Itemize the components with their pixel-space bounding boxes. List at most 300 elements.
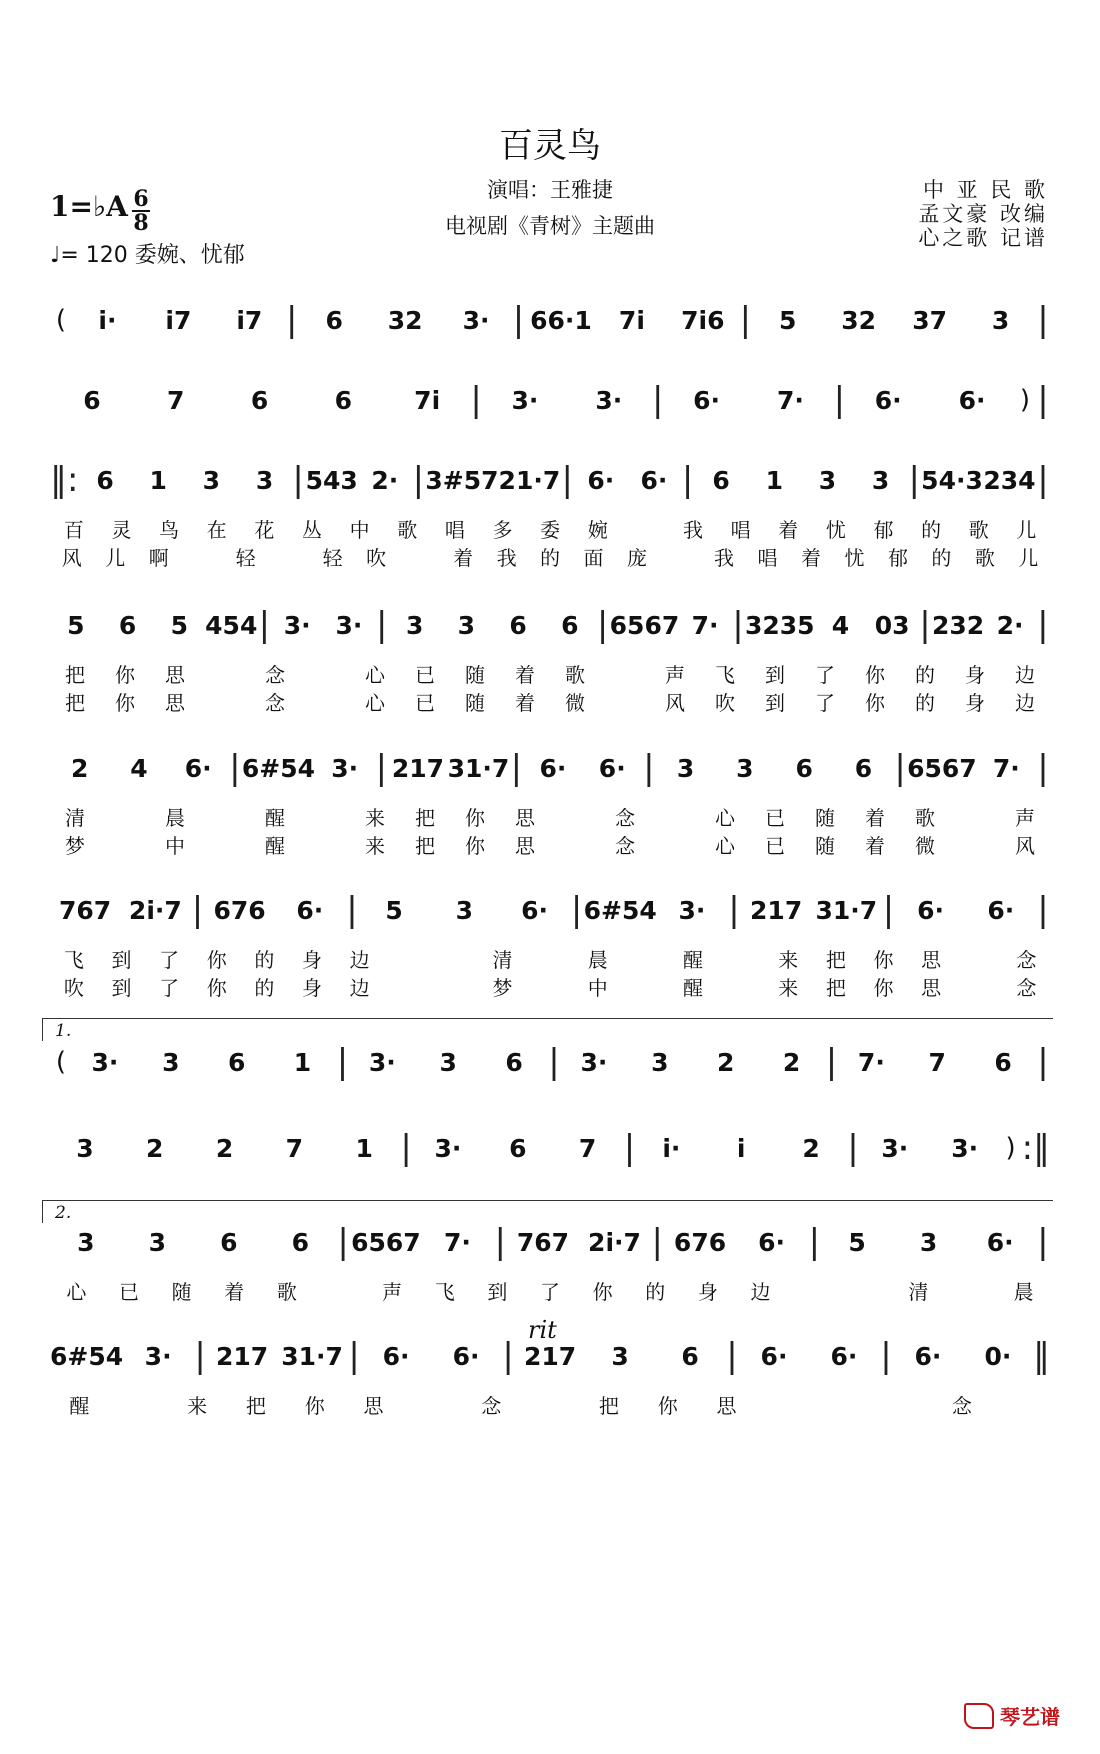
volta-second-label: 2.: [55, 1203, 72, 1223]
lyric-syllable: 醒: [682, 976, 703, 1000]
lyric-syllable: [756, 1390, 815, 1419]
note: 3: [439, 1047, 457, 1077]
note: 676: [673, 1227, 727, 1257]
lyric-syllable: 把: [415, 806, 435, 830]
lyric-syllable: 灵: [111, 518, 132, 542]
lyric-syllable: 心: [715, 834, 735, 858]
note: 6: [712, 465, 730, 495]
lyric-syllable: 心: [715, 806, 735, 830]
note: 2·: [371, 465, 399, 495]
barline: |: [229, 748, 241, 788]
lyric-syllable: [650, 830, 700, 859]
lyric-syllable: 轻: [235, 546, 256, 570]
note-line: [50, 370, 1050, 430]
note: 6·: [598, 753, 626, 783]
note: 234: [983, 465, 1036, 495]
note: 3: [455, 895, 473, 925]
barline: |: [651, 1222, 663, 1262]
lyric-syllable: [717, 972, 765, 1001]
lyric-line-verse1: [50, 659, 1050, 688]
barline: |: [739, 300, 752, 340]
note: 2: [802, 1133, 820, 1163]
note: 3: [202, 465, 221, 495]
lyric-syllable: 了: [815, 663, 835, 687]
note: 1: [293, 1047, 312, 1077]
barline: |: [292, 460, 304, 500]
note: 6·: [958, 385, 986, 415]
barline: ‖: [1032, 1336, 1050, 1376]
lyric-syllable: 思: [716, 1394, 737, 1418]
barline: |: [880, 1336, 892, 1376]
note: 6#54: [241, 753, 316, 783]
note: 3: [651, 1047, 669, 1077]
note: 6·: [587, 465, 615, 495]
note-line: [50, 595, 1050, 655]
note: 31·7: [281, 1341, 343, 1371]
note: 3: [77, 1227, 95, 1257]
note: 3·: [434, 1133, 462, 1163]
note: 7·: [776, 385, 804, 415]
barline: |: [548, 1042, 560, 1082]
lyric-syllable: 微: [915, 834, 935, 858]
barline: |: [1037, 460, 1049, 500]
note-line: [50, 290, 1050, 350]
lyric-syllable: 念: [1016, 948, 1037, 972]
lyric-line-verse2: [50, 830, 1050, 859]
note: 3: [148, 1227, 166, 1257]
note: 6·: [987, 895, 1015, 925]
lyric-syllable: 念: [951, 1394, 972, 1418]
note: 7: [578, 1133, 597, 1163]
lyric-syllable: 到: [765, 663, 785, 687]
lyric-syllable: [600, 659, 650, 688]
note: 6·: [184, 753, 212, 783]
lyric-syllable: 身: [965, 663, 985, 687]
lyric-syllable: 心: [365, 663, 385, 687]
note: i: [736, 1133, 746, 1163]
lyric-syllable: 的: [915, 663, 935, 687]
note-line: [50, 1032, 1050, 1092]
lyric-syllable: 到: [487, 1280, 508, 1304]
lyric-syllable: [950, 830, 1000, 859]
key-signature: 1=♭A: [50, 190, 128, 223]
lyric-syllable: 思: [165, 663, 185, 687]
lyric-syllable: 声: [382, 1280, 403, 1304]
lyric-syllable: 念: [481, 1394, 502, 1418]
lyric-syllable: 你: [873, 948, 894, 972]
note: 3: [919, 1227, 938, 1257]
barline: |: [894, 748, 906, 788]
lyric-syllable: [383, 972, 431, 1001]
note: 2: [716, 1047, 735, 1077]
note: i·: [662, 1133, 681, 1163]
lyric-syllable: 郁: [887, 546, 908, 570]
note: 6·: [760, 1341, 788, 1371]
lyric-syllable: [622, 972, 670, 1001]
lyric-syllable: [950, 802, 1000, 831]
note: 6: [291, 1227, 310, 1257]
note: 3: [405, 610, 424, 640]
barline: |: [732, 605, 744, 645]
note: 6: [509, 1133, 527, 1163]
barline: |: [1037, 1222, 1049, 1262]
note: 6#54: [583, 895, 657, 925]
note: 7: [928, 1047, 946, 1077]
lyric-syllable: [955, 972, 1003, 1001]
note: 32: [387, 305, 423, 335]
lyric-syllable: 百: [63, 518, 84, 542]
lyric-syllable: 你: [592, 1280, 613, 1304]
lyric-syllable: 风: [1015, 834, 1035, 858]
note: 6: [854, 753, 873, 783]
lyric-syllable: 心: [66, 1280, 87, 1304]
lyric-syllable: 醒: [69, 1394, 90, 1418]
note: 6·: [758, 1227, 785, 1257]
note: 6·: [830, 1341, 858, 1371]
note: 7·: [443, 1227, 471, 1257]
lyric-syllable: 的: [921, 518, 942, 542]
lyric-syllable: 身: [965, 691, 985, 715]
lyric-syllable: [526, 972, 574, 1001]
note: 3: [457, 610, 476, 640]
lyric-syllable: [398, 542, 441, 571]
note: 3·: [368, 1047, 396, 1077]
lyric-syllable: [109, 1390, 168, 1419]
logo-text: 琴艺谱: [1000, 1705, 1060, 1729]
lyric-syllable: 轻: [322, 546, 343, 570]
lyric-syllable: 思: [921, 976, 942, 1000]
time-sig-top: 6: [133, 186, 149, 212]
lyric-syllable: 声: [1015, 806, 1035, 830]
note: 6·: [539, 753, 567, 783]
lyric-syllable: [300, 830, 350, 859]
note: 3·: [91, 1047, 119, 1077]
note: 7·: [992, 753, 1020, 783]
logo-icon: [964, 1703, 994, 1729]
note: 6: [681, 1341, 699, 1371]
note: 217: [523, 1341, 577, 1371]
note: 3: [736, 753, 754, 783]
lyric-syllable: [622, 944, 670, 973]
note: 6·: [693, 385, 721, 415]
lyric-syllable: 忧: [825, 518, 846, 542]
barline: |: [919, 605, 931, 645]
note: 7: [167, 385, 185, 415]
lyric-line-verse1: [50, 802, 1050, 831]
note: 3: [611, 1341, 629, 1371]
lyric-syllable: 吹: [63, 976, 84, 1000]
note: 3: [991, 305, 1010, 335]
lyric-syllable: 着: [865, 834, 885, 858]
barline: |: [808, 1222, 821, 1262]
note: 21·7: [498, 465, 561, 495]
note-line: [50, 738, 1050, 798]
lyric-syllable: [267, 542, 310, 571]
lyric-syllable: 着: [515, 663, 535, 687]
note: 6: [96, 465, 114, 495]
lyric-syllable: 你: [865, 663, 885, 687]
note: 2: [215, 1133, 234, 1163]
lyric-syllable: [550, 830, 600, 859]
note: 543: [305, 465, 358, 495]
note: 7i: [414, 385, 441, 415]
note: 1: [355, 1133, 373, 1163]
note: 232: [932, 610, 985, 640]
lyric-syllable: 思: [165, 691, 185, 715]
note: 2: [146, 1133, 164, 1163]
lyric-syllable: 多: [492, 518, 513, 542]
lyric-syllable: 念: [265, 691, 285, 715]
lyric-syllable: 中: [165, 834, 185, 858]
barline: |: [494, 1222, 506, 1262]
lyric-syllable: 着: [800, 546, 821, 570]
lyric-syllable: 念: [1016, 976, 1037, 1000]
lyric-syllable: [300, 659, 350, 688]
note: 3·: [144, 1341, 172, 1371]
volta-first-ending: [42, 1018, 1053, 1041]
lyric-syllable: 已: [765, 834, 785, 858]
credit-arranger: 孟文豪 改编: [918, 202, 1048, 226]
lyric-syllable: 的: [645, 1280, 666, 1304]
note: 7: [285, 1133, 304, 1163]
note: 3·: [595, 385, 623, 415]
lyric-syllable: 梦: [492, 976, 513, 1000]
lyric-syllable: 吹: [366, 546, 387, 570]
lyric-syllable: 婉: [587, 518, 608, 542]
note: 7·: [857, 1047, 885, 1077]
lyric-syllable: 随: [815, 834, 835, 858]
lyric-syllable: 来: [778, 948, 799, 972]
lyric-syllable: 风: [665, 691, 685, 715]
lyric-syllable: 歌: [397, 518, 418, 542]
lyric-syllable: [200, 802, 250, 831]
lyric-line-verse1: [50, 1390, 1050, 1419]
note: 4: [831, 610, 850, 640]
lyric-syllable: 你: [115, 663, 135, 687]
lyric-syllable: 的: [254, 948, 275, 972]
credit-origin: 中 亚 民 歌: [922, 178, 1048, 202]
site-logo: [964, 1701, 1060, 1730]
lyric-syllable: 思: [515, 806, 535, 830]
barline: |: [194, 1336, 206, 1376]
note: i·: [98, 305, 117, 335]
lyric-syllable: 了: [815, 691, 835, 715]
note: 6·: [874, 385, 902, 415]
note-line: [50, 1118, 1050, 1178]
note: 6: [250, 385, 269, 415]
lyric-syllable: 来: [365, 834, 385, 858]
lyric-syllable: 思: [921, 948, 942, 972]
lyric-syllable: 到: [111, 948, 132, 972]
lyric-syllable: 把: [598, 1394, 619, 1418]
lyric-syllable: 念: [615, 806, 635, 830]
lyric-syllable: 边: [349, 976, 370, 1000]
lyric-syllable: 醒: [265, 806, 285, 830]
note: 5: [385, 895, 403, 925]
lyric-syllable: 我: [682, 518, 703, 542]
lyric-syllable: 身: [301, 948, 322, 972]
note: 6·: [917, 895, 945, 925]
note: 3235: [744, 610, 815, 640]
barline: |: [643, 748, 655, 788]
lyric-line-verse1: [50, 944, 1050, 973]
note: 3·: [335, 610, 363, 640]
lyric-syllable: [383, 944, 431, 973]
lyric-syllable: 着: [224, 1280, 245, 1304]
lyric-syllable: 随: [815, 806, 835, 830]
barline: |: [348, 1336, 360, 1376]
lyric-syllable: [200, 687, 250, 716]
lyric-syllable: [200, 659, 250, 688]
barline: |: [375, 748, 388, 788]
lyric-syllable: 念: [615, 834, 635, 858]
barline: :‖: [1021, 1128, 1051, 1168]
lyric-syllable: 把: [825, 948, 846, 972]
lyric-syllable: 醒: [265, 834, 285, 858]
bracket: (: [55, 305, 67, 335]
barline: |: [470, 380, 482, 420]
note: 5: [170, 610, 188, 640]
lyric-syllable: 飞: [63, 948, 84, 972]
credit-transcriber: 心之歌 记谱: [918, 226, 1048, 250]
lyric-syllable: 鸟: [159, 518, 180, 542]
barline: |: [400, 1128, 412, 1168]
note: 2: [70, 753, 89, 783]
note: 6·: [296, 895, 324, 925]
lyric-syllable: [955, 944, 1003, 973]
lyric-syllable: 随: [171, 1280, 192, 1304]
lyric-syllable: 已: [415, 691, 435, 715]
note: 6#54: [50, 1341, 124, 1371]
lyric-syllable: 边: [750, 1280, 771, 1304]
barline: |: [882, 890, 895, 930]
note: 2i·7: [588, 1227, 641, 1257]
lyric-syllable: 晨: [587, 948, 608, 972]
bracket: (: [55, 1047, 67, 1077]
lyric-syllable: 歌: [915, 806, 935, 830]
note: 3: [818, 465, 837, 495]
note: 1: [149, 465, 167, 495]
barline: ‖:: [50, 460, 79, 500]
lyric-syllable: 边: [1015, 663, 1035, 687]
barline: |: [346, 890, 358, 930]
lyric-syllable: 清: [492, 948, 513, 972]
lyric-syllable: [300, 802, 350, 831]
barline: |: [512, 300, 525, 340]
note: 3·: [331, 753, 359, 783]
barline: |: [570, 890, 583, 930]
lyric-syllable: 晨: [165, 806, 185, 830]
barline: |: [376, 605, 388, 645]
note: 454: [205, 610, 258, 640]
lyric-syllable: 到: [765, 691, 785, 715]
lyric-syllable: 你: [873, 976, 894, 1000]
lyric-syllable: 随: [465, 663, 485, 687]
lyric-syllable: 清: [908, 1280, 929, 1304]
bracket: ): [1019, 385, 1031, 415]
lyric-syllable: [650, 802, 700, 831]
lyric-syllable: [717, 944, 765, 973]
barline: |: [1037, 1042, 1049, 1082]
lyric-syllable: [787, 1276, 840, 1305]
note: 4: [130, 753, 148, 783]
lyric-syllable: 的: [931, 546, 952, 570]
lyric-syllable: [945, 1276, 998, 1305]
lyric-syllable: 醒: [682, 948, 703, 972]
lyric-syllable: 身: [697, 1280, 718, 1304]
note: 3·: [678, 895, 706, 925]
lyric-syllable: 飞: [434, 1280, 455, 1304]
note: 7i6: [681, 305, 725, 335]
lyric-syllable: 把: [245, 1394, 266, 1418]
lyric-syllable: 已: [415, 663, 435, 687]
lyric-syllable: [100, 802, 150, 831]
note: 3: [162, 1047, 180, 1077]
lyric-syllable: 中: [349, 518, 370, 542]
barline: |: [510, 748, 523, 788]
note: 2i·7: [128, 895, 182, 925]
note-line: [50, 880, 1050, 940]
lyric-syllable: [100, 830, 150, 859]
note: 1: [765, 465, 783, 495]
lyric-syllable: 的: [540, 546, 561, 570]
lyric-syllable: 丛: [301, 518, 322, 542]
barline: |: [623, 1128, 636, 1168]
lyric-line-verse1: [50, 1276, 1050, 1305]
barline: |: [1037, 890, 1049, 930]
note: 6567: [609, 610, 680, 640]
lyric-syllable: 你: [865, 691, 885, 715]
note: 0·: [984, 1341, 1012, 1371]
note: 217: [391, 753, 445, 783]
note: 6: [83, 385, 101, 415]
lyric-syllable: [300, 687, 350, 716]
lyric-syllable: 啊: [148, 546, 169, 570]
note: 6: [509, 610, 527, 640]
note: 6: [334, 385, 353, 415]
lyric-syllable: 来: [187, 1394, 208, 1418]
lyric-syllable: 来: [365, 806, 385, 830]
lyric-syllable: 着: [778, 518, 799, 542]
note: 6·: [640, 465, 668, 495]
lyric-syllable: 把: [825, 976, 846, 1000]
lyric-syllable: 唱: [444, 518, 465, 542]
lyric-syllable: 儿: [1016, 518, 1037, 542]
lyric-syllable: 飞: [715, 663, 735, 687]
note: 3: [76, 1133, 94, 1163]
singer-credit: 演唱：王雅捷: [487, 178, 613, 202]
lyric-syllable: 吹: [715, 691, 735, 715]
note: 31·7: [447, 753, 510, 783]
lyric-syllable: 你: [206, 976, 227, 1000]
note: 6567: [907, 753, 977, 783]
note: 6·: [914, 1341, 942, 1371]
lyric-syllable: 你: [115, 691, 135, 715]
barline: |: [1037, 300, 1049, 340]
note: 6: [994, 1047, 1012, 1077]
barline: |: [728, 890, 740, 930]
lyric-syllable: 身: [301, 976, 322, 1000]
note: 2: [782, 1047, 801, 1077]
note: 6·: [452, 1341, 480, 1371]
barline: |: [191, 890, 204, 930]
note: 3: [676, 753, 695, 783]
note: 2·: [996, 610, 1024, 640]
lyric-syllable: [200, 830, 250, 859]
lyric-syllable: 着: [865, 806, 885, 830]
lyric-syllable: 把: [415, 834, 435, 858]
lyric-syllable: 到: [111, 976, 132, 1000]
